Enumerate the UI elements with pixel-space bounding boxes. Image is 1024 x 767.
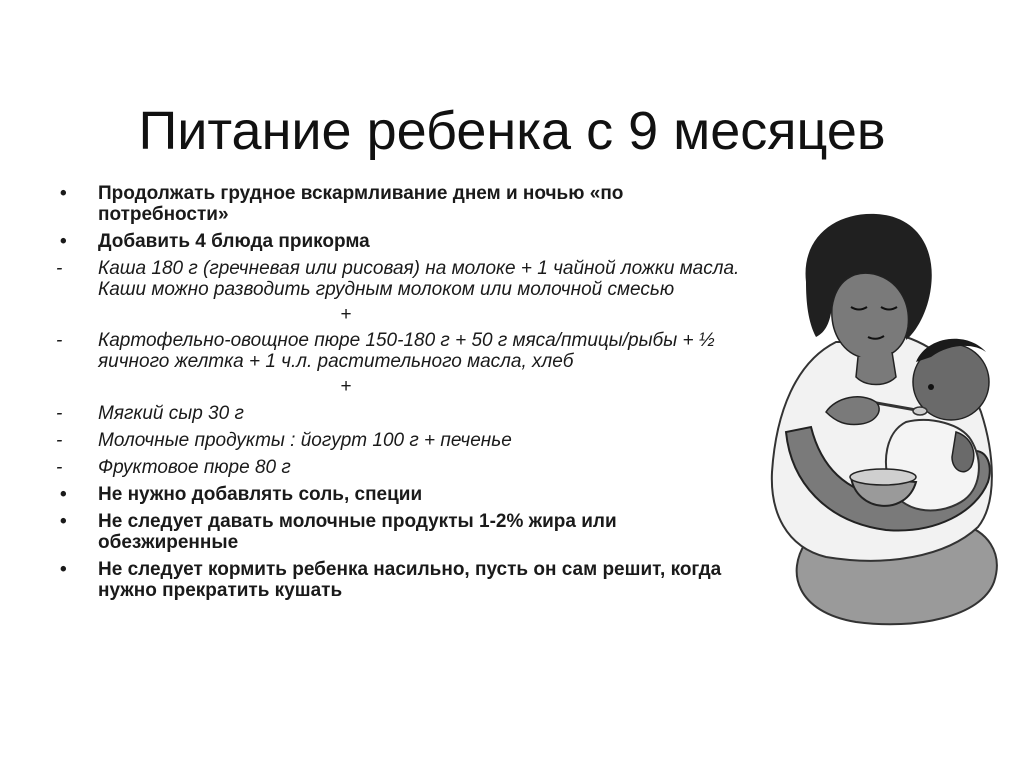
bullet-marker: • <box>60 559 67 580</box>
list-item-text: Фруктовое пюре 80 г <box>98 457 291 478</box>
list-item-text: Продолжать грудное вскармливание днем и ночью «по потребности» <box>98 183 624 225</box>
plus-separator: + <box>340 304 352 325</box>
list-item-text: Не нужно добавлять соль, специи <box>98 484 423 505</box>
list-item <box>56 231 756 252</box>
list-item <box>56 430 756 451</box>
list-item-text: Каша 180 г (гречневая или рисовая) на молоке + 1 чайной ложки масла. Каши можно разводить грудным молоком или молочной смесью <box>98 258 740 300</box>
mother-feeding-baby-illustration <box>766 212 1006 632</box>
list-item <box>56 457 756 478</box>
list-item <box>56 559 756 601</box>
dash-marker: - <box>56 403 63 424</box>
list-item-text: Картофельно-овощное пюре 150-180 г + 50 г мяса/птицы/рыбы + ½ яичного желтка + 1 ч.л. растительного масла, хлеб <box>98 330 715 372</box>
content-list <box>56 183 756 601</box>
list-item-text: Не следует кормить ребенка насильно, пусть он сам решит, когда нужно прекратить кушать <box>98 559 722 601</box>
bullet-marker: • <box>60 511 67 532</box>
list-item-text: Мягкий сыр 30 г <box>98 403 244 424</box>
plus-separator: + <box>340 376 352 397</box>
slide-title: Питание ребенка с 9 месяцев <box>138 101 886 162</box>
dash-marker: - <box>56 330 63 351</box>
dash-marker: - <box>56 457 63 478</box>
bullet-marker: • <box>60 484 67 505</box>
list-item <box>56 330 756 372</box>
list-item-text: Не следует давать молочные продукты 1-2% жира или обезжиренные <box>98 511 617 553</box>
dash-marker: - <box>56 258 63 279</box>
bullet-marker: • <box>60 183 67 204</box>
list-item <box>56 258 756 300</box>
list-item-text: Молочные продукты : йогурт 100 г + печенье <box>98 430 512 451</box>
list-item <box>56 183 756 225</box>
list-item <box>56 403 756 424</box>
list-item <box>56 511 756 553</box>
dash-marker: - <box>56 430 63 451</box>
list-item <box>56 484 756 505</box>
list-item-text: Добавить 4 блюда прикорма <box>98 231 370 252</box>
bullet-marker: • <box>60 231 67 252</box>
